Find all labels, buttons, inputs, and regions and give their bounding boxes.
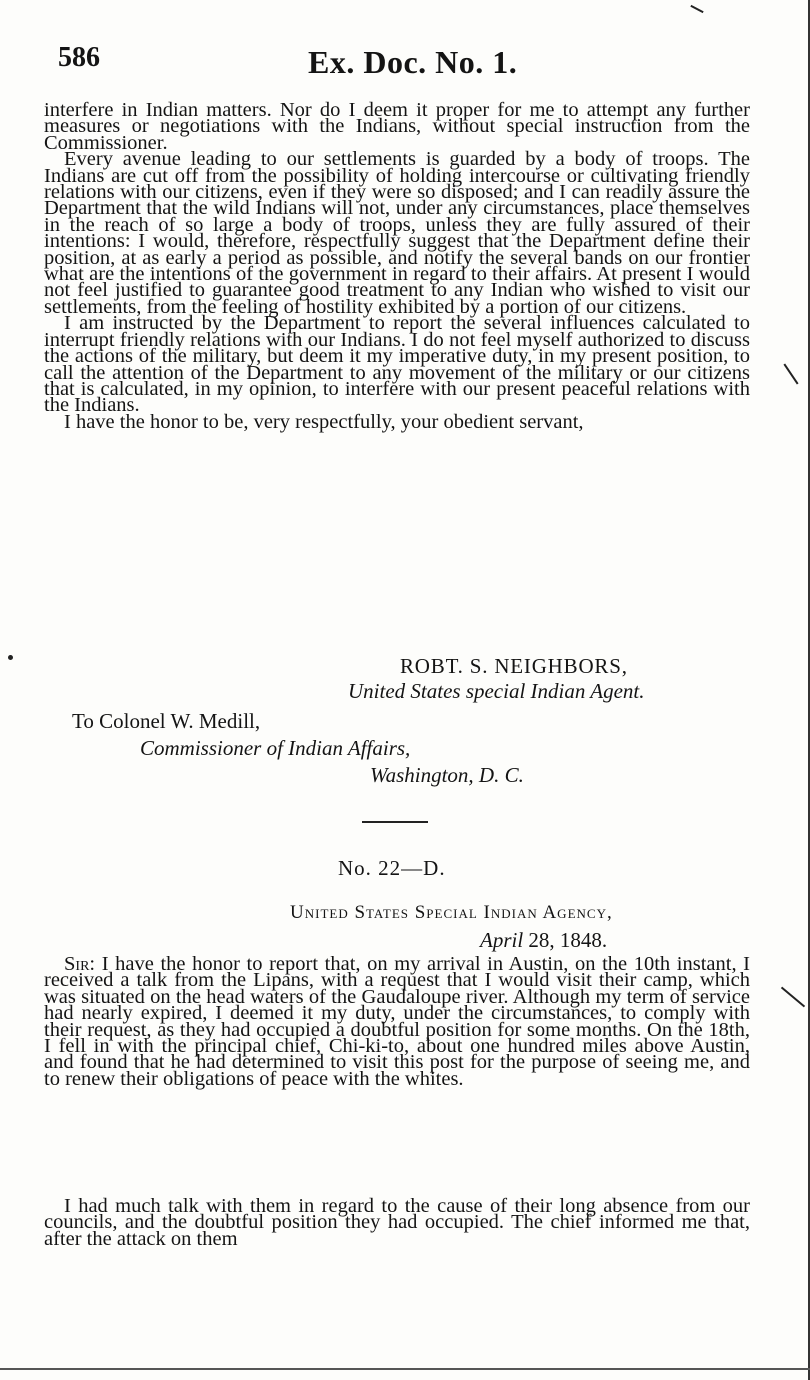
paragraph-2: Every avenue leading to our settlements is guarded by a body of troops. The Indians are cut off from the possibility of holding intercourse or cultivating friendly relations with our citizens, even if they were so disposed; and I can readily assure the Department that the wild Indians will not, under any circumstances, place themselves in the reach of so large a body of troops, unless they are fully assured of their intentions: I would, therefore, respectfully suggest that the Department define their position, at as early a period as possible, and notify the several bands on our frontier what are the intentions of the government in regard to their affairs. At present I would not feel justified to guarantee good treatment to any Indian who wished to visit our settlements, from the feeling of hostility exhibited by a portion of our citizens. bbox=[44, 148, 750, 318]
signature-name: ROBT. S. NEIGHBORS, bbox=[400, 654, 628, 678]
paragraph-3: I am instructed by the Department to report the several influences calculated to interrupt friendly relations with our Indians. I do not feel myself authorized to discuss the actions of the military, but deem it my imperative duty, in my present position, to call the attention of the Department to any movement of the military or our citizens that is calculated, in my opinion, to interfere with our present peaceful relations with the Indians. bbox=[44, 312, 750, 417]
addressee-role: Commissioner of Indian Affairs, bbox=[140, 736, 411, 760]
paragraph-talk: I had much talk with them in regard to the cause of their long absence from our councils, and the doubtful position they had occupied. The chief informed me that, after the attack on them bbox=[44, 1195, 750, 1250]
margin-mark-right-lower bbox=[781, 987, 805, 1008]
running-title: Ex. Doc. No. 1. bbox=[308, 44, 518, 80]
paragraph-sir-text: I have the honor to report that, on my arrival in Austin, on the 10th instant, I received a talk from the Lipans, with a request that I would visit their camp, which was situated on the head waters of the Gaudaloupe river. Although my term of service had nearly expired, I deemed it my duty, under the circumstances, to comply with their request, as they had occupied a doubtful position for some months. On the 18th, I fell in with the principal chief, Chi-ki-to, about one hundred miles above Austin, and found that he had determined to visit this post for the purpose of seeing me, and to renew their obligations of peace with the whites. bbox=[44, 953, 750, 1090]
addressee-line: To Colonel W. Medill, bbox=[72, 709, 261, 733]
document-number: No. 22—D. bbox=[338, 856, 446, 880]
date-month: April bbox=[480, 928, 524, 952]
agency-heading: United States Special Indian Agency, bbox=[290, 902, 613, 923]
section-divider bbox=[362, 821, 428, 823]
scan-edge-bottom bbox=[0, 1368, 810, 1370]
salutation: Sir: bbox=[64, 953, 96, 975]
closing-line: I have the honor to be, very respectfully, your obedient servant, bbox=[64, 410, 584, 433]
letter-date bbox=[480, 928, 607, 953]
addressee-place: Washington, D. C. bbox=[370, 763, 524, 787]
letter-body bbox=[44, 953, 750, 1090]
page-number: 586 bbox=[58, 42, 100, 73]
signature-title: United States special Indian Agent. bbox=[348, 679, 645, 703]
letter-body-2 bbox=[44, 1195, 750, 1250]
page-header bbox=[58, 38, 748, 88]
margin-scratch bbox=[690, 5, 703, 13]
letter-body-continued bbox=[44, 99, 750, 433]
paragraph-sir bbox=[44, 953, 750, 1090]
date-rest: 28, 1848. bbox=[523, 928, 608, 952]
paragraph-1: interfere in Indian matters. Nor do I deem it proper for me to attempt any further measures or negotiations with the Indians, without special instruction from the Commissioner. bbox=[44, 99, 750, 154]
margin-mark-right bbox=[783, 363, 798, 384]
margin-dot bbox=[8, 655, 13, 660]
